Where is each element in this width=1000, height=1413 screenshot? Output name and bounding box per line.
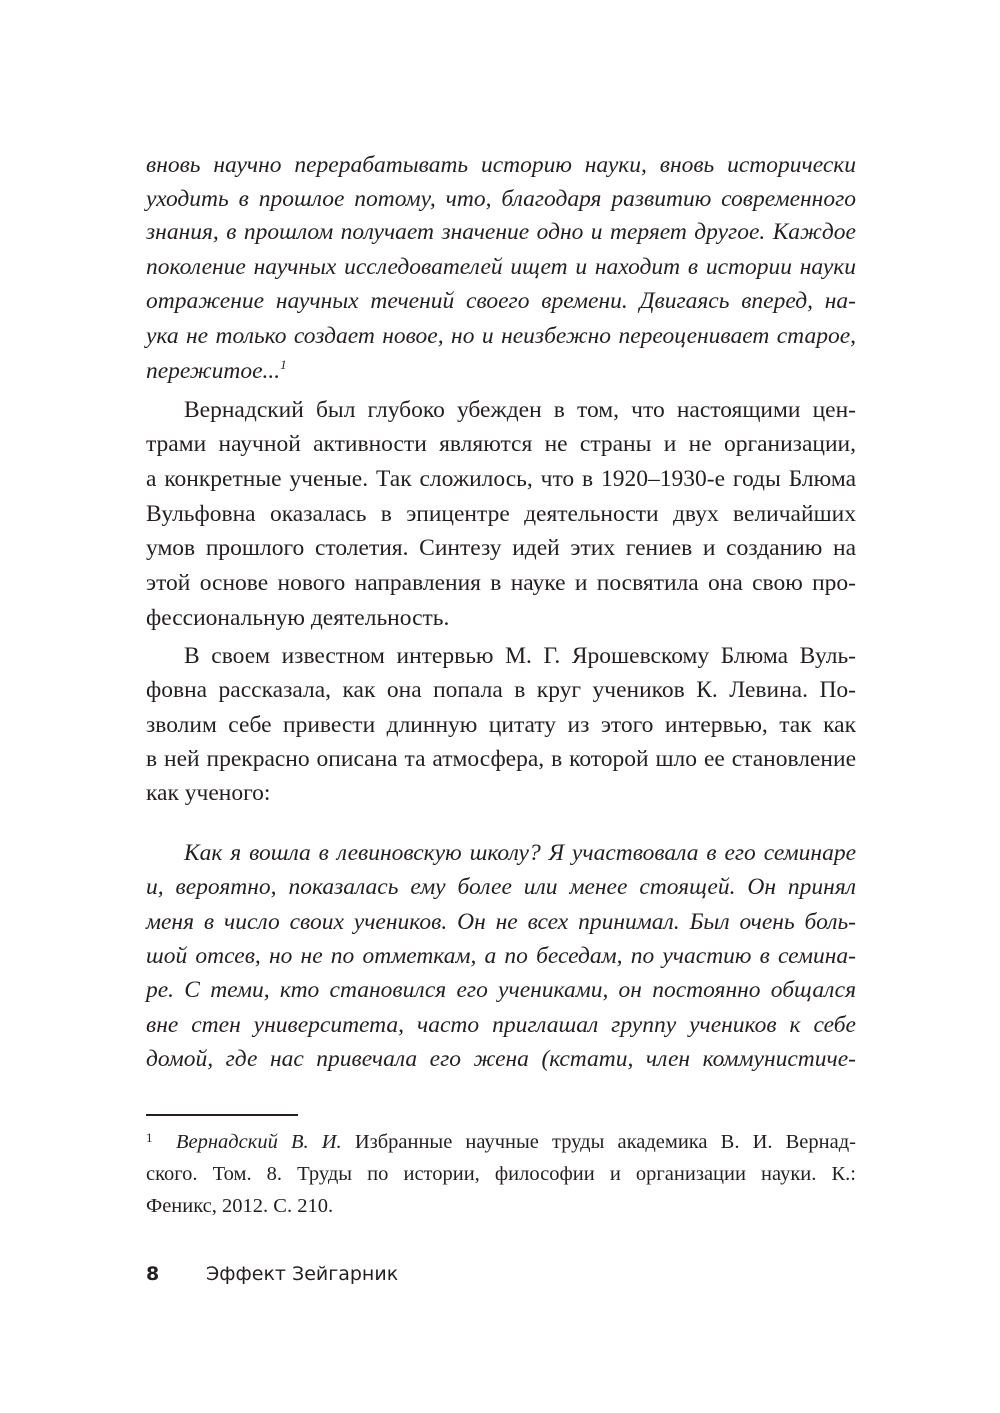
footnote-line: Феникс, 2012. С. 210.: [146, 1195, 334, 1217]
text-fragment: пережитое...: [146, 358, 281, 384]
text-line: этой основе нового направления в науке и посвятила она свою про-: [146, 570, 856, 596]
footnote-reference[interactable]: 1: [280, 357, 287, 373]
text-line: шой отсев, но не по отметкам, а по беседам, по участию в семина-: [146, 943, 856, 969]
footnote-number: 1: [146, 1130, 153, 1145]
text-line: фессиональную деятельность.: [146, 605, 450, 631]
text-line: меня в число своих учеников. Он не всех принимал. Был очень боль-: [146, 909, 856, 935]
text-line: уходить в прошлое потому, что, благодаря развитию современного: [146, 186, 856, 212]
page-number: 8: [146, 1263, 160, 1285]
text-line: как ученого:: [146, 780, 271, 806]
text-line: знания, в прошлом получает значение одно и теряет другое. Каждое: [146, 219, 856, 245]
text-line: [146, 353, 856, 389]
text-line: В своем известном интервью М. Г. Ярошевскому Блюма Вуль-: [184, 643, 856, 669]
footnote-divider: [146, 1114, 298, 1116]
text-line: ука не только создает новое, но и неизбежно переоценивает старое,: [146, 323, 856, 349]
text-line: и, вероятно, показалась ему более или менее стоящей. Он принял: [146, 874, 856, 900]
text-line: в ней прекрасно описана та атмосфера, в которой шло ее становление: [146, 746, 856, 772]
text-line: поколение научных исследователей ищет и находит в истории науки: [146, 254, 856, 280]
text-line: вновь научно перерабатывать историю науки, вновь исторически: [146, 152, 856, 178]
text-line: Вернадский был глубоко убежден в том, что настоящими цен-: [184, 397, 856, 423]
text-line: отражение научных течений своего времени. Двигаясь вперед, на-: [146, 288, 856, 314]
text-line: Как я вошла в левиновскую школу? Я участвовала в его семинаре: [184, 840, 856, 866]
footnote-line: [176, 1126, 856, 1158]
footnote-author: Вернадский В. И.: [176, 1131, 342, 1153]
text-line: а конкретные ученые. Так сложилось, что в 1920–1930-е годы Блюма: [146, 466, 856, 492]
text-line: умов прошлого столетия. Синтезу идей этих гениев и созданию на: [146, 535, 856, 561]
footnote-line: ского. Том. 8. Труды по истории, философии и организации науки. К.:: [146, 1163, 856, 1185]
text-line: домой, где нас привечала его жена (кстати, член коммунистиче-: [146, 1046, 856, 1072]
text-line: фовна рассказала, как она попала в круг учеников К. Левина. По-: [146, 677, 856, 703]
text-line: ре. С теми, кто становился его учениками, он постоянно общался: [146, 977, 856, 1003]
text-line: вне стен университета, часто приглашал группу учеников к себе: [146, 1012, 856, 1038]
text-line: зволим себе привести длинную цитату из этого интервью, так как: [146, 712, 856, 738]
text-line: трами научной активности являются не страны и не организации,: [146, 431, 856, 457]
footnote-text: Избранные научные труды академика В. И. Вернад-: [341, 1131, 856, 1153]
text-line: Вульфовна оказалась в эпицентре деятельности двух величайших: [146, 501, 856, 527]
running-title: Эффект Зейгарник: [206, 1263, 399, 1285]
